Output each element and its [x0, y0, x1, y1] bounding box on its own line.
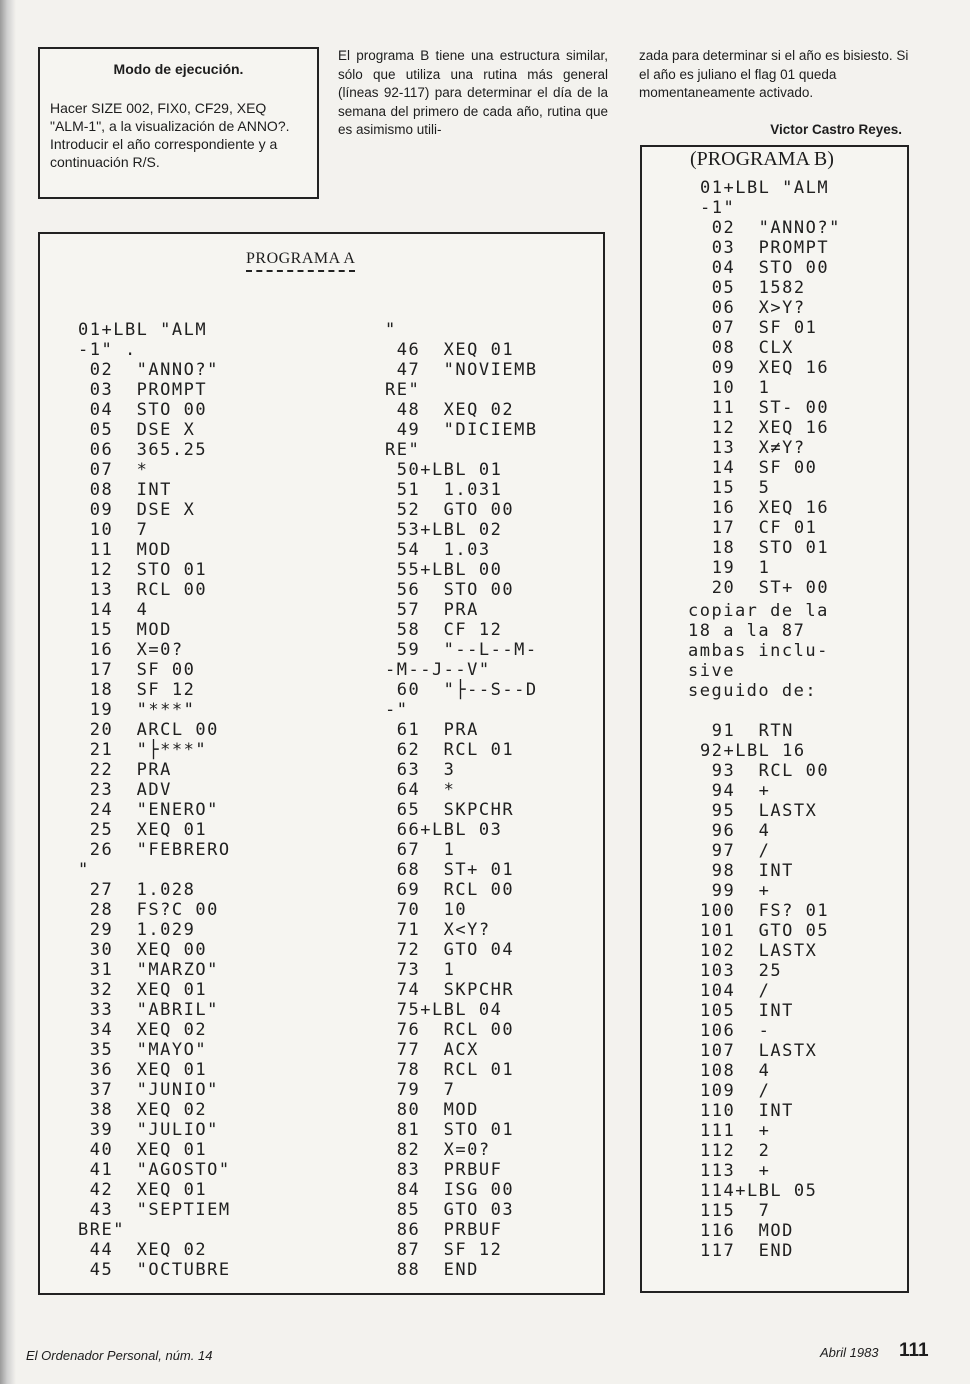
execution-mode-box — [38, 47, 319, 199]
program-a-title — [246, 250, 355, 268]
execution-mode-title: Modo de ejecución. — [113, 61, 244, 77]
execution-mode-step-2: Introducir el año correspondiente y a continuación R/S. — [50, 136, 278, 170]
footer-issue-date: Abril 1983 — [820, 1345, 879, 1360]
program-b-copy-note: copiar de la 18 a la 87 ambas inclu- sive seguido de: — [688, 601, 829, 701]
execution-mode-step-1: Hacer SIZE 002, FIX0, CF29, XEQ "ALM-1", a la visualización de ANNO?. — [50, 100, 290, 134]
page-spine-shadow — [0, 0, 16, 1384]
program-a-listing-column-1: 01+LBL "ALM -1" . 02 "ANNO?" 03 PROMPT 04 STO 00 05 DSE X 06 365.25 07 * 08 INT 09 DSE X 10 7 11 MOD 12 STO 01 13 RCL 00 14 4 15 MOD 16 X=0? 17 SF 00 18 SF 12 19 "***" 20 ARCL 00 21 "├***" 22 PRA 23 ADV 24 "ENERO" 25 XEQ 01 26 "FEBRERO " 27 1.028 28 FS?C 00 29 1.029 30 XEQ 00 31 "MARZO" 32 XEQ 01 33 "ABRIL" 34 XEQ 02 35 "MAYO" 36 XEQ 01 37 "JUNIO" 38 XEQ 02 39 "JULIO" 40 XEQ 01 41 "AGOSTO" 42 XEQ 01 43 "SEPTIEM BRE" 44 XEQ 02 45 "OCTUBRE — [78, 320, 231, 1280]
program-a-title-text: PROGRAMA A — [246, 250, 355, 272]
author-signature: Victor Castro Reyes. — [770, 122, 902, 137]
program-b-title: (PROGRAMA B) — [690, 148, 834, 170]
execution-mode-body — [50, 99, 307, 171]
intro-paragraph: El programa B tiene una estructura similar, sólo que utiliza una rutina más general (líneas 92-117) para determinar el día de la semana del primero de cada año, rutina que es asimismo utili- — [338, 48, 608, 137]
program-b-listing-part-1: 01+LBL "ALM -1" 02 "ANNO?" 03 PROMPT 04 STO 00 05 1582 06 X>Y? 07 SF 01 08 CLX 09 XEQ 16 10 1 11 ST- 00 12 XEQ 16 13 X≠Y? 14 SF 00 15 5 16 XEQ 16 17 CF 01 18 STO 01 19 1 20 ST+ 00 — [700, 178, 841, 598]
program-b-listing-part-2: 91 RTN 92+LBL 16 93 RCL 00 94 + 95 LASTX 96 4 97 / 98 INT 99 + 100 FS? 01 101 GTO 05 102 LASTX 103 25 104 / 105 INT 106 - 107 LASTX 108 4 109 / 110 INT 111 + 112 2 113 + 114+LBL 05 115 7 116 MOD 117 END — [700, 721, 830, 1261]
page-number: 111 — [899, 1340, 929, 1361]
intro-paragraph-continued: zada para determinar si el año es bisiesto. Si el año es juliano el flag 01 queda momentaneamente activado. — [639, 48, 909, 100]
footer-journal-name: El Ordenador Personal, núm. 14 — [26, 1348, 213, 1363]
program-a-listing-column-2: " 46 XEQ 01 47 "NOVIEMB RE" 48 XEQ 02 49 "DICIEMB RE" 50+LBL 01 51 1.031 52 GTO 00 53+LBL 02 54 1.03 55+LBL 00 56 STO 00 57 PRA 58 CF 12 59 "--L--M- -M--J--V" 60 "├--S--D -" 61 PRA 62 RCL 01 63 3 64 * 65 SKPCHR 66+LBL 03 67 1 68 ST+ 01 69 RCL 00 70 10 71 X<Y? 72 GTO 04 73 1 74 SKPCHR 75+LBL 04 76 RCL 00 77 ACX 78 RCL 01 79 7 80 MOD 81 STO 01 82 X=0? 83 PRBUF 84 ISG 00 85 GTO 03 86 PRBUF 87 SF 12 88 END — [385, 320, 538, 1280]
